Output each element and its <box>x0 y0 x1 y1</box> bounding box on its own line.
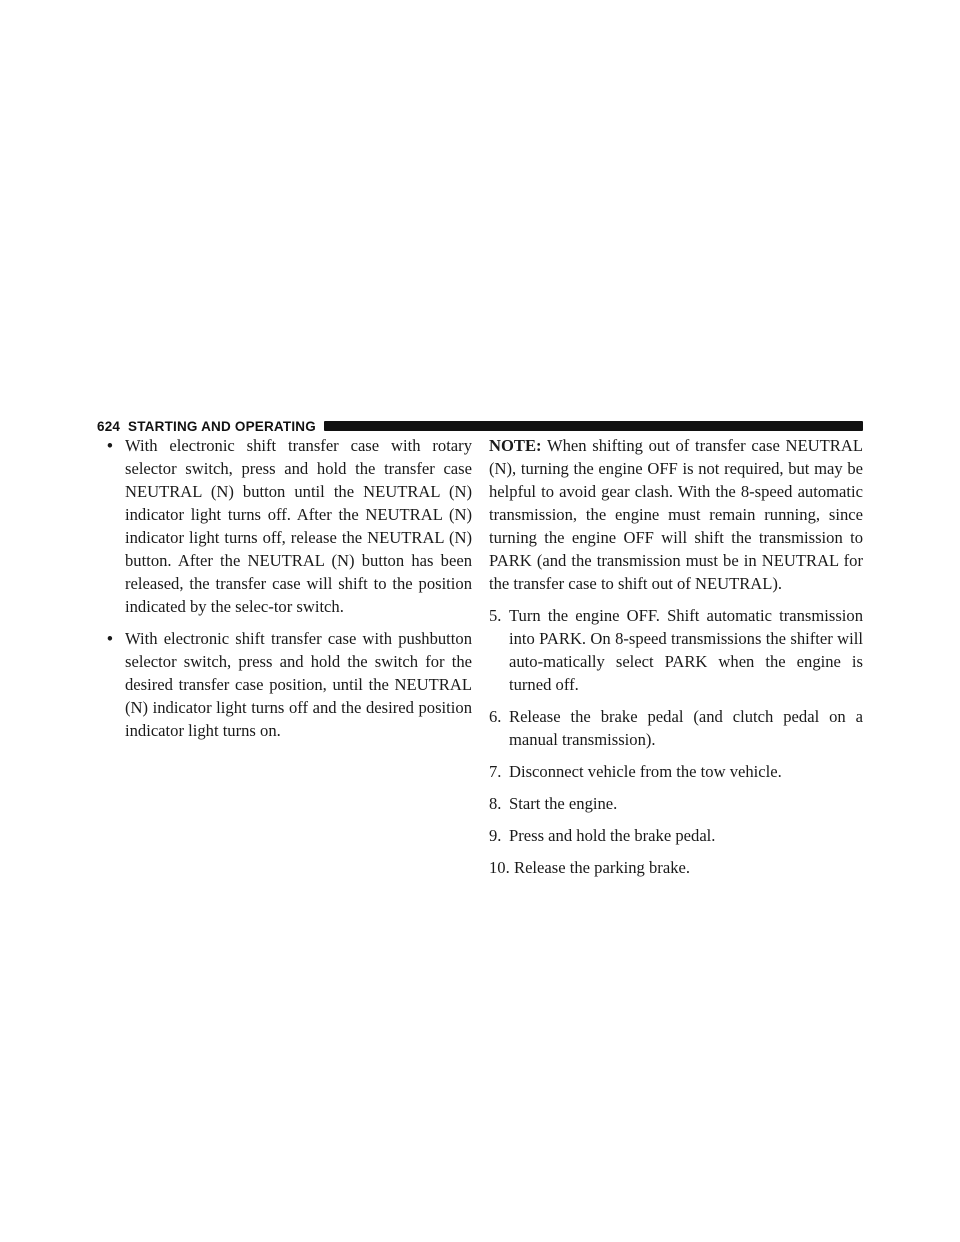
step-item-9 <box>489 824 863 847</box>
step-number: 6. <box>489 707 502 726</box>
page-number: 624 <box>97 418 121 434</box>
left-column <box>102 434 472 751</box>
bullet-text: With electronic shift transfer case with rotary selector switch, press and hold the transfer case NEUTRAL (N) button until the NEUTRAL (N) indicator light turns off. After the NEUTRAL (N) indicator light turns off, release the NEUTRAL (N) button. After the NEUTRAL (N) button has been released, the transfer case will shift to the position indicated by the selec-tor switch. <box>125 436 472 616</box>
page-header-text <box>97 419 316 434</box>
step-item-5 <box>489 604 863 696</box>
step-item-8 <box>489 792 863 815</box>
step-number: 9. <box>489 826 502 845</box>
step-number: 7. <box>489 762 502 781</box>
note-label: NOTE: <box>489 436 542 455</box>
step-text: Release the brake pedal (and clutch pedal on a manual transmission). <box>509 707 863 749</box>
step-text: Start the engine. <box>509 794 618 813</box>
step-item-7 <box>489 760 863 783</box>
step-text: Press and hold the brake pedal. <box>509 826 716 845</box>
step-text: Release the parking brake. <box>514 858 691 877</box>
step-text: Disconnect vehicle from the tow vehicle. <box>509 762 782 781</box>
section-title: STARTING AND OPERATING <box>128 418 316 434</box>
step-number: 5. <box>489 606 502 625</box>
right-column <box>489 434 863 888</box>
step-number: 8. <box>489 794 502 813</box>
note-text: When shifting out of transfer case NEUTRAL (N), turning the engine OFF is not required, but may be helpful to avoid gear clash. With the 8-speed automatic transmission, the engine must remain running, since turning the engine OFF will shift the transmission to PARK (and the transmission must be in NEUTRAL for the transfer case to shift out of NEUTRAL). <box>489 436 863 593</box>
step-item-6 <box>489 705 863 751</box>
bullet-item-rotary-selector <box>102 434 472 618</box>
step-number: 10. <box>489 858 510 877</box>
page-header <box>97 418 863 434</box>
step-item-10 <box>489 856 863 879</box>
bullet-icon: • <box>107 436 113 455</box>
bullet-item-pushbutton-selector <box>102 627 472 742</box>
bullet-icon: • <box>107 629 113 648</box>
note-paragraph <box>489 434 863 595</box>
header-rule <box>324 421 863 431</box>
step-text: Turn the engine OFF. Shift automatic transmission into PARK. On 8-speed transmissions the shifter will auto-matically select PARK when the engine is turned off. <box>509 606 863 694</box>
bullet-text: With electronic shift transfer case with pushbutton selector switch, press and hold the switch for the desired transfer case position, until the NEUTRAL (N) indicator light turns off and the desired position indicator light turns on. <box>125 629 472 740</box>
